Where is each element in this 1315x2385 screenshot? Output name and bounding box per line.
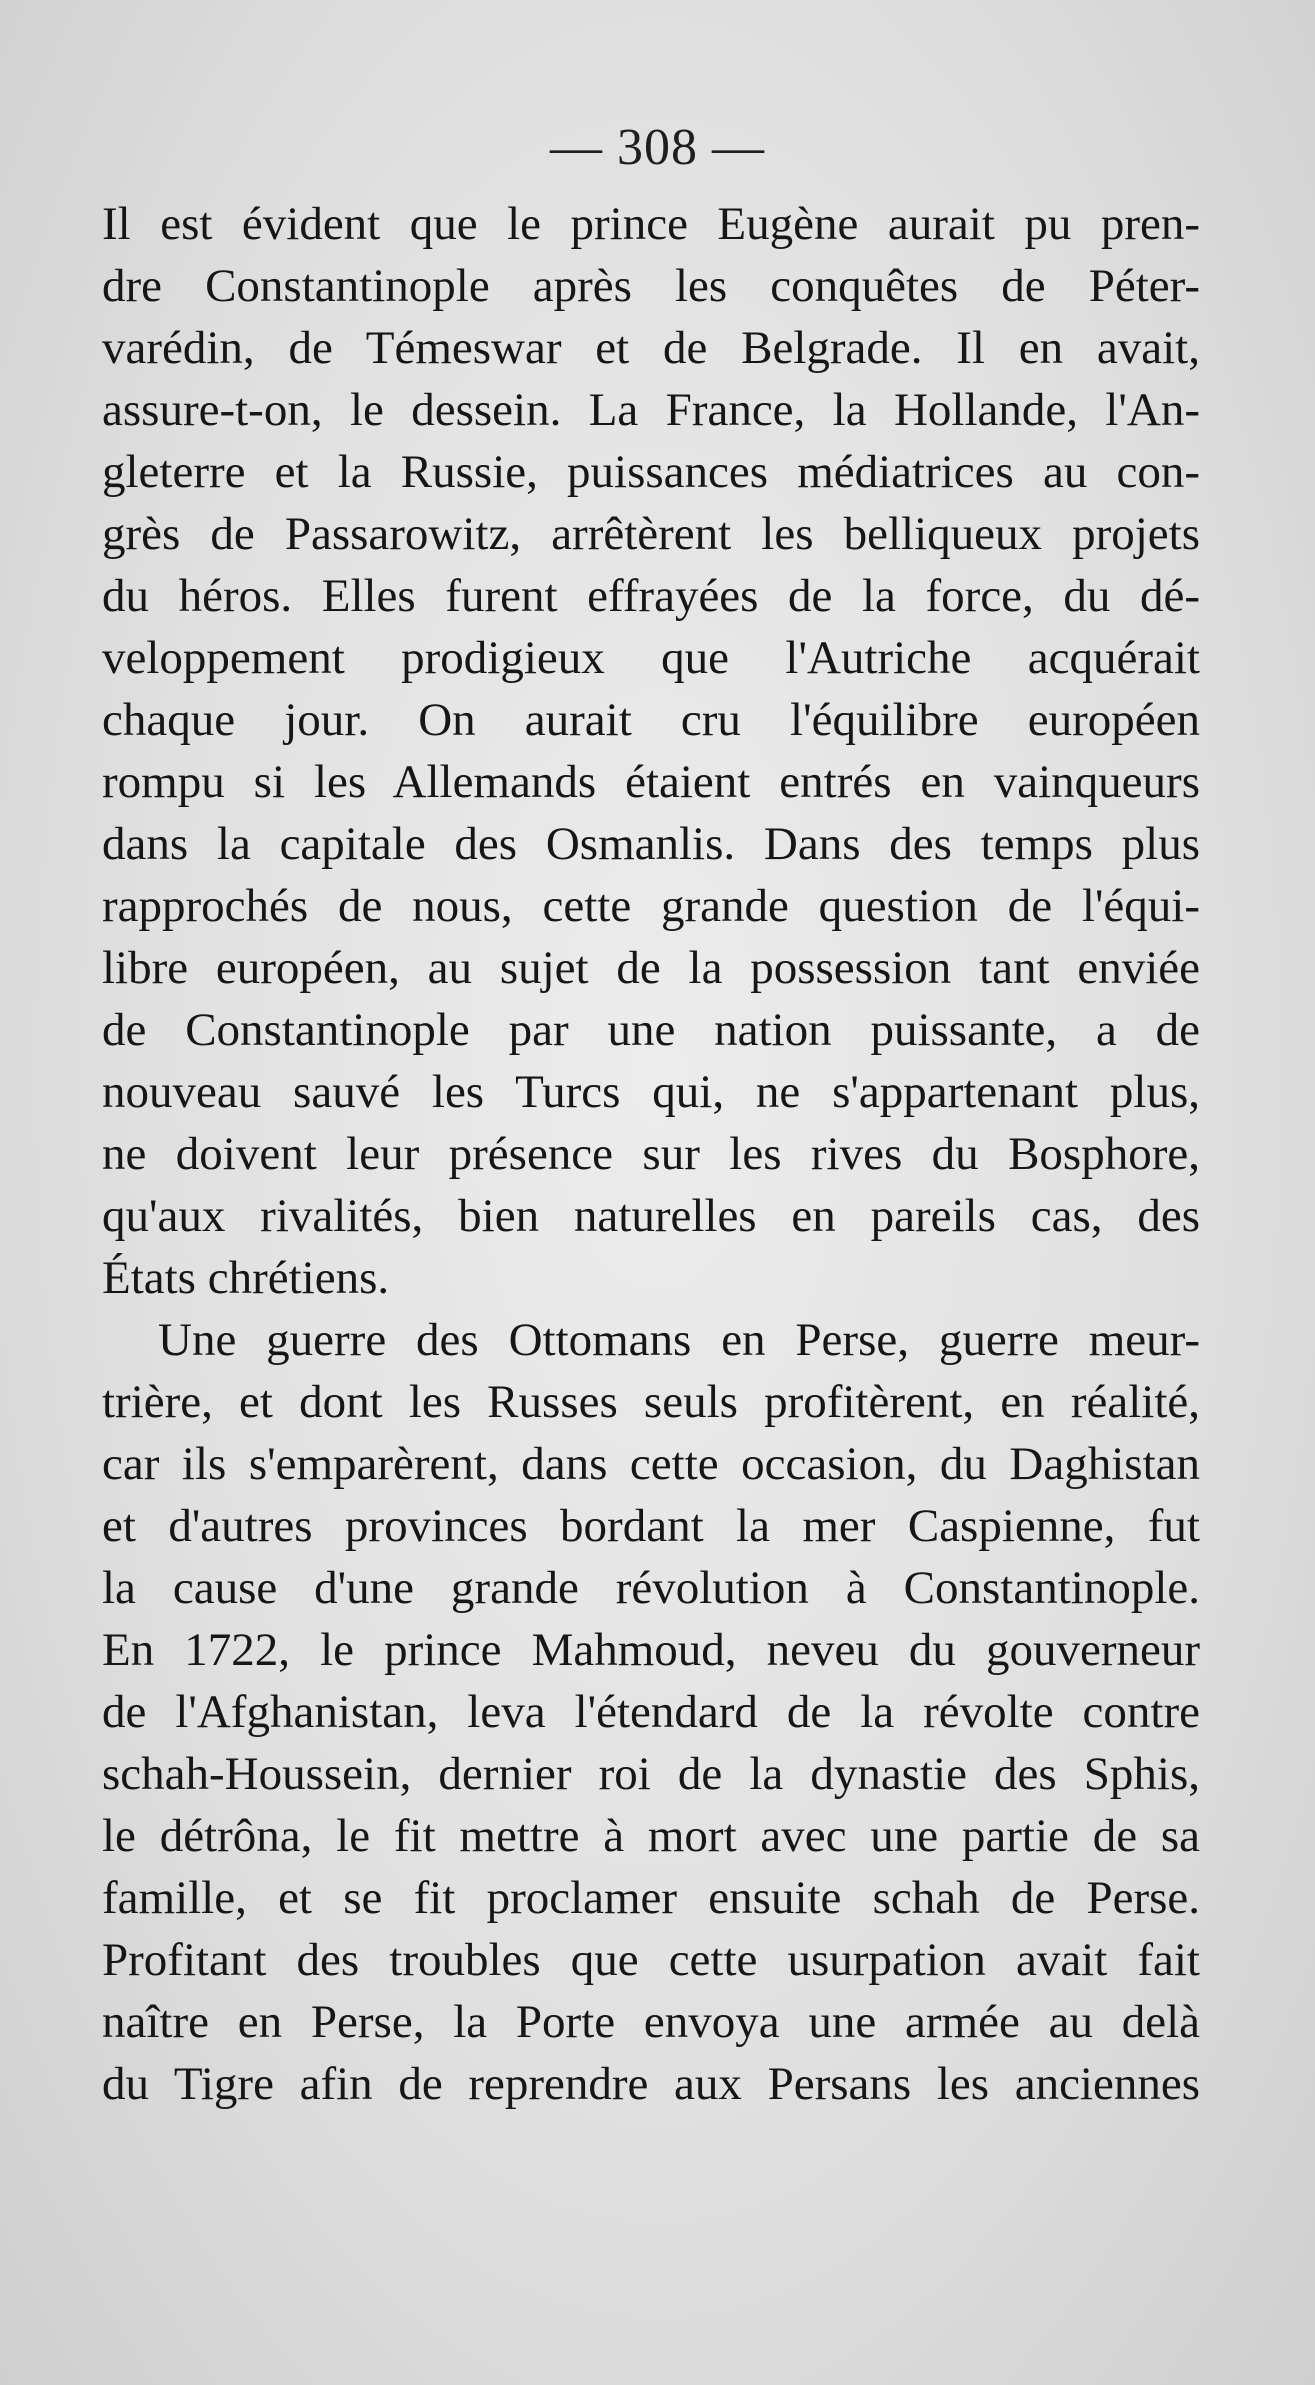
text-line: gleterre et la Russie, puissances médiatrices au con- — [102, 446, 1200, 498]
page-number: — 308 — — [550, 119, 765, 176]
text-line: varédin, de Témeswar et de Belgrade. Il en avait, — [102, 322, 1200, 374]
text-line: et d'autres provinces bordant la mer Caspienne, fut — [102, 1500, 1200, 1552]
text-line: Une guerre des Ottomans en Perse, guerre meur- — [158, 1314, 1200, 1366]
text-line: schah-Houssein, dernier roi de la dynastie des Sphis, — [102, 1748, 1200, 1800]
text-line: naître en Perse, la Porte envoya une armée au delà — [102, 1996, 1200, 2048]
text-line: le détrôna, le fit mettre à mort avec une partie de sa — [102, 1810, 1200, 1862]
text-line: grès de Passarowitz, arrêtèrent les belliqueux projets — [102, 508, 1200, 560]
text-line: En 1722, le prince Mahmoud, neveu du gouverneur — [102, 1624, 1200, 1676]
body-text — [102, 193, 1200, 2115]
text-line: veloppement prodigieux que l'Autriche acquérait — [102, 632, 1200, 684]
text-line: Il est évident que le prince Eugène aurait pu pren- — [102, 198, 1200, 250]
text-line: qu'aux rivalités, bien naturelles en pareils cas, des — [102, 1190, 1200, 1242]
text-line: nouveau sauvé les Turcs qui, ne s'appartenant plus, — [102, 1066, 1200, 1118]
text-line: dans la capitale des Osmanlis. Dans des temps plus — [102, 818, 1200, 870]
text-line: Profitant des troubles que cette usurpation avait fait — [102, 1934, 1200, 1986]
text-line: dre Constantinople après les conquêtes de Péter- — [102, 260, 1200, 312]
text-line: la cause d'une grande révolution à Constantinople. — [102, 1562, 1200, 1614]
text-line: rapprochés de nous, cette grande question de l'équi- — [102, 880, 1200, 932]
text-line: car ils s'emparèrent, dans cette occasion, du Daghistan — [102, 1438, 1200, 1490]
text-line: du héros. Elles furent effrayées de la force, du dé- — [102, 570, 1200, 622]
text-line: États chrétiens. — [102, 1252, 390, 1304]
text-line: ne doivent leur présence sur les rives du Bosphore, — [102, 1128, 1200, 1180]
text-line: trière, et dont les Russes seuls profitèrent, en réalité, — [102, 1376, 1200, 1428]
text-line: rompu si les Allemands étaient entrés en vainqueurs — [102, 756, 1200, 808]
paragraph-2 — [102, 1309, 1200, 2115]
text-line: libre européen, au sujet de la possession tant enviée — [102, 942, 1200, 994]
paragraph-1 — [102, 193, 1200, 1309]
text-line: assure-t-on, le dessein. La France, la Hollande, l'An- — [102, 384, 1200, 436]
text-line: de l'Afghanistan, leva l'étendard de la révolte contre — [102, 1686, 1200, 1738]
text-line: famille, et se fit proclamer ensuite schah de Perse. — [102, 1872, 1200, 1924]
text-line: du Tigre afin de reprendre aux Persans les anciennes — [102, 2058, 1200, 2110]
text-line: chaque jour. On aurait cru l'équilibre européen — [102, 694, 1200, 746]
text-line: de Constantinople par une nation puissante, a de — [102, 1004, 1200, 1056]
